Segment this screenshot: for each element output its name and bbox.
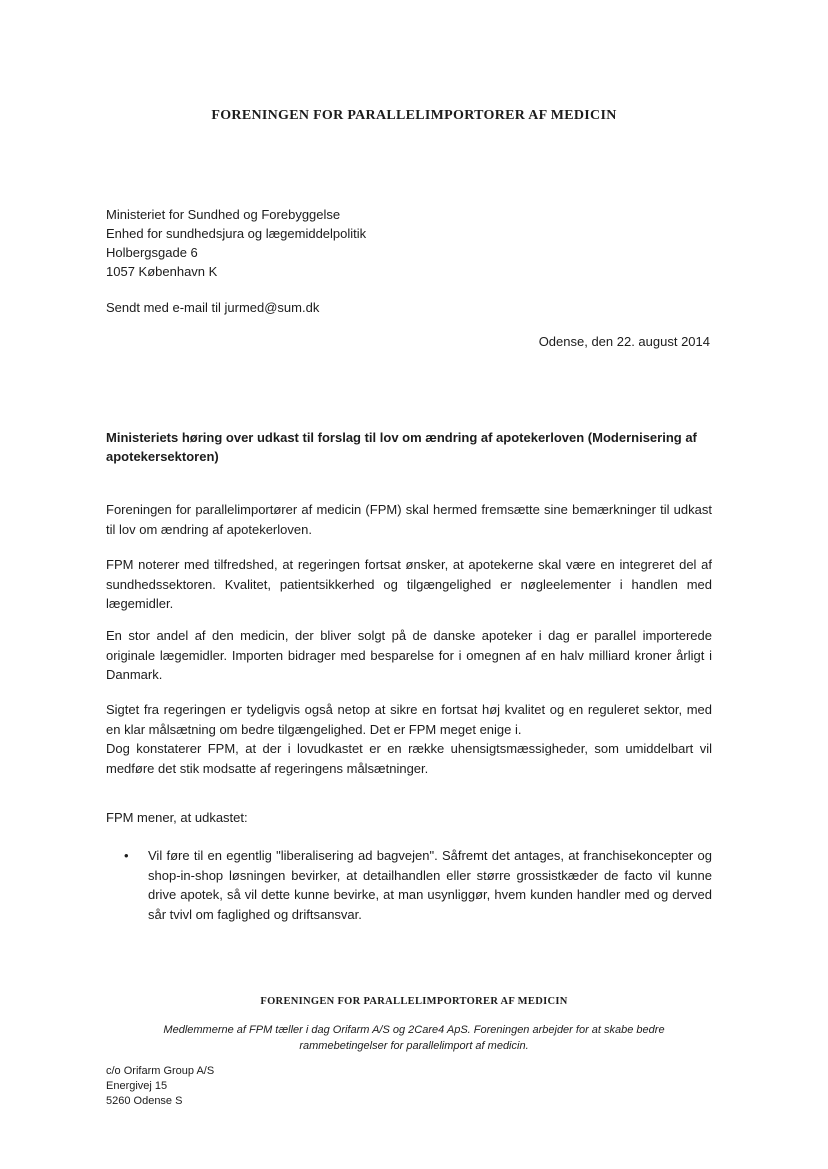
recipient-line-3: Holbergsgade 6 <box>106 245 198 260</box>
footer-members-line-2: rammebetingelser for parallelimport af medicin. <box>299 1040 529 1052</box>
letter-date: Odense, den 22. august 2014 <box>538 334 710 349</box>
paragraph-government-aim <box>106 700 712 778</box>
paragraph-government-aim-line-b: Dog konstaterer FPM, at der i lovudkastet er en række uhensigtsmæssigheder, som umiddelbart vil medføre det stik modsatte af regeringens målsætninger. <box>106 741 712 776</box>
recipient-line-2: Enhed for sundhedsjura og lægemiddelpolitik <box>106 226 367 241</box>
footer-members-line-1: Medlemmerne af FPM tæller i dag Orifarm A/S og 2Care4 ApS. Foreningen arbejder for at skabe bedre <box>163 1024 665 1036</box>
recipient-address <box>106 205 366 281</box>
paragraph-fpm-opinion: FPM mener, at udkastet: <box>106 810 248 825</box>
paragraph-government-aim-line-a: Sigtet fra regeringen er tydeligvis også netop at sikre en fortsat høj kvalitet og en reguleret sektor, med en klar målsætning om bedre tilgængelighed. Det er FPM meget enige i. <box>106 702 712 737</box>
footer-members-note <box>100 1022 728 1054</box>
paragraph-intro: Foreningen for parallelimportører af medicin (FPM) skal hermed fremsætte sine bemærkninger til udkast til lov om ændring af apotekerloven. <box>106 502 712 537</box>
sent-note: Sendt med e-mail til jurmed@sum.dk <box>106 300 320 315</box>
bullet-item-text: Vil føre til en egentlig "liberalisering ad bagvejen". Såfremt det antages, at franchisekoncepter og shop-in-shop løsningen bevirker, at detailhandlen eller større grossistkæder de facto vil kunne drive apotek, så vil dette kunne bevirke, at man usynliggør, hvem kunden handler med og derved sår tvivl om faglighed og driftsansvar. <box>148 848 712 922</box>
opinion-bullet-list <box>106 846 712 924</box>
bullet-item <box>106 846 712 924</box>
recipient-line-1: Ministeriet for Sundhed og Forebyggelse <box>106 207 341 222</box>
footer-organization: FORENINGEN FOR PARALLELIMPORTORER AF MEDICIN <box>260 996 568 1007</box>
bullet-icon: • <box>124 848 129 863</box>
footer-address-line-1: c/o Orifarm Group A/S <box>106 1065 215 1077</box>
footer-address-line-3: 5260 Odense S <box>106 1095 183 1107</box>
organization-header: FORENINGEN FOR PARALLELIMPORTORER AF MEDICIN <box>211 108 617 123</box>
footer-address <box>106 1064 214 1109</box>
letter-subject: Ministeriets høring over udkast til forslag til lov om ændring af apotekerloven (Modernisering af apotekersektoren) <box>106 430 697 464</box>
recipient-line-4: 1057 København K <box>106 264 218 279</box>
paragraph-satisfaction: FPM noterer med tilfredshed, at regeringen fortsat ønsker, at apotekerne skal være en integreret del af sundhedssektoren. Kvalitet, patientsikkerhed og tilgængelighed er nøgleelementer i handlen med lægemidler. <box>106 557 712 611</box>
footer-address-line-2: Energivej 15 <box>106 1080 168 1092</box>
paragraph-import-share: En stor andel af den medicin, der bliver solgt på de danske apoteker i dag er parallel importerede originale lægemidler. Importen bidrager med besparelse for i omegnen af en halv milliard kroner årligt i Danmark. <box>106 628 712 682</box>
